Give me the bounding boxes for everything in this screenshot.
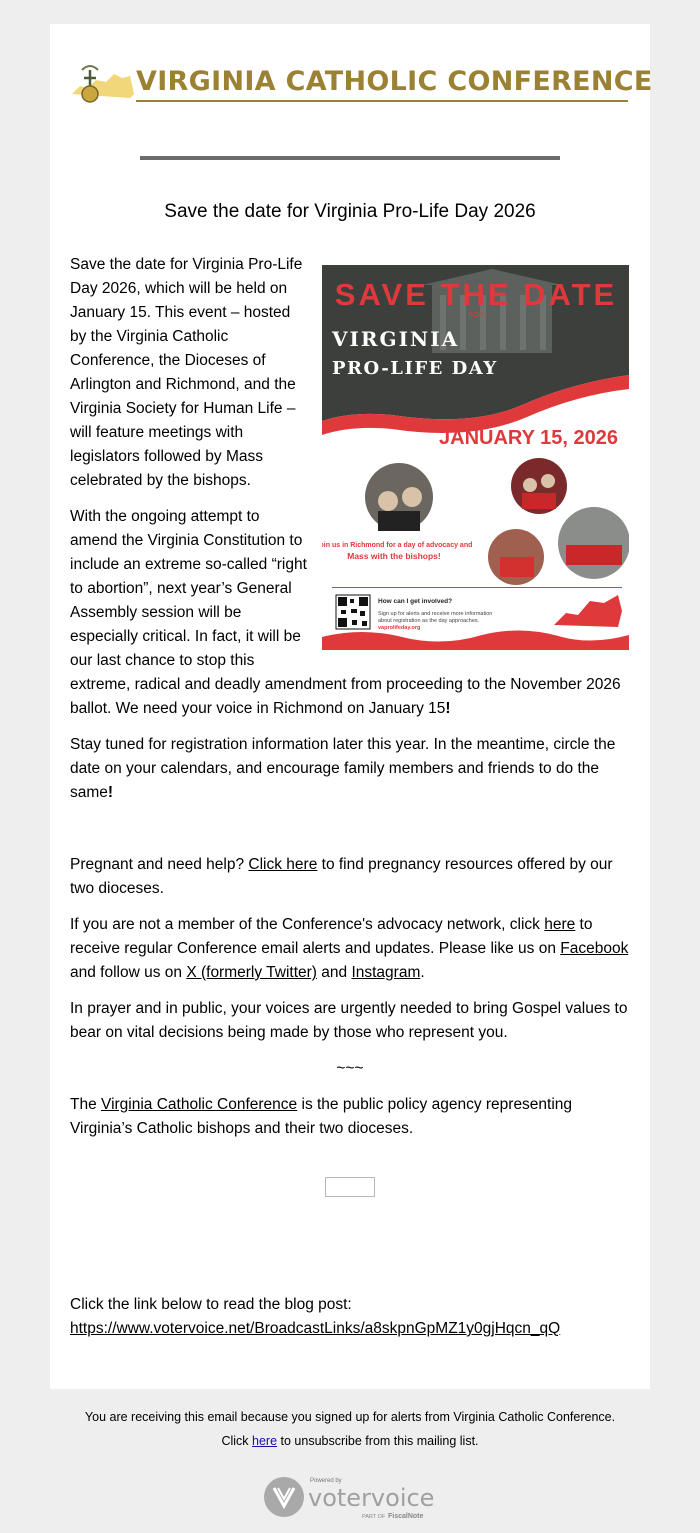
- pregnancy-resources-link[interactable]: Click here: [248, 856, 318, 873]
- blog-post-link[interactable]: https://www.votervoice.net/BroadcastLinks/a8skpnGpMZ1y0gjHqcn_qQ: [70, 1320, 561, 1337]
- part-of-label: PART OF: [362, 1514, 386, 1520]
- flyer-involved-1: Sign up for alerts and receive more information: [378, 611, 493, 617]
- votervoice-logo[interactable]: [264, 1474, 444, 1522]
- fiscalnote-label: FiscalNote: [388, 1513, 424, 1520]
- group-photo-2: [558, 507, 629, 579]
- x-twitter-link[interactable]: X (formerly Twitter): [186, 964, 317, 981]
- footer-subscription-note: You are receiving this email because you signed up for alerts from Virginia Catholic Conference.: [84, 1410, 616, 1424]
- flyer-involved-url: vaprolifeday.org: [378, 625, 421, 631]
- paragraph-stay-tuned: Stay tuned for registration information later this year. In the meantime, circle the date on your calendars, and encourage family members and friends to do the same!: [70, 736, 616, 801]
- flyer-virginia: VIRGINIA: [332, 327, 460, 351]
- logo-underline: [136, 100, 628, 102]
- separator-tildes: ~~~: [336, 1060, 364, 1077]
- email-body: [70, 253, 630, 1341]
- flyer-pro-life-day: PRO-LIFE DAY: [332, 358, 498, 379]
- paragraph-prayer: In prayer and in public, your voices are urgently needed to bring Gospel values to bear on vital decisions being made by those who represent you.: [70, 1000, 628, 1041]
- paragraph-about-vcc: The Virginia Catholic Conference is the public policy agency representing Virginia’s Catholic bishops and their two dioceses.: [70, 1096, 573, 1137]
- paragraph-amendment: With the ongoing attempt to amend the Virginia Constitution to include an extreme so-called “right to abortion”, next year’s General Assembly session will be especially critical. In fact, it will be our last chance to stop this extreme, radical and deadly amendment from proceeding to the November 2026 ballot. We need your voice in Richmond on January 15!: [70, 508, 621, 717]
- flyer-invite-2: Mass with the bishops!: [347, 551, 441, 561]
- vcc-logo: [70, 60, 653, 106]
- email-footer: [0, 1405, 700, 1453]
- logo-text: VIRGINIA CATHOLIC CONFERENCE: [136, 66, 653, 97]
- blog-label: Click the link below to read the blog post:: [70, 1296, 352, 1313]
- unsubscribe-link[interactable]: here: [252, 1434, 278, 1448]
- flyer-for: FOR: [468, 312, 484, 319]
- instagram-link[interactable]: Instagram: [351, 964, 421, 981]
- paragraph-intro: Save the date for Virginia Pro-Life Day 2026, which will be held on January 15. This event – hosted by the Virginia Catholic Conference, the Dioceses of Arlington and Richmond, and the Virginia Society for Human Life – will feature meetings with legislators followed by Mass celebrated by the bishops.: [70, 256, 303, 489]
- flyer-graphic: [322, 265, 629, 650]
- paragraph-pregnancy-help: Pregnant and need help? Click here to find pregnancy resources offered by our two dioceses.: [70, 856, 613, 897]
- email-card: [50, 24, 653, 1389]
- divider-rule: [140, 156, 560, 160]
- page-title: Save the date for Virginia Pro-Life Day 2026: [164, 201, 536, 222]
- votervoice-badge: [264, 1474, 444, 1522]
- flyer-date: JANUARY 15, 2026: [439, 427, 618, 449]
- virginia-state-icon: [70, 60, 136, 106]
- pro-life-day-flyer[interactable]: [322, 265, 629, 650]
- footer-unsubscribe: Click here to unsubscribe from this mailing list.: [221, 1434, 479, 1448]
- signup-here-link[interactable]: here: [544, 916, 576, 933]
- qr-code-icon: [336, 595, 370, 629]
- vcc-website-link[interactable]: Virginia Catholic Conference: [101, 1096, 298, 1113]
- flyer-involved-2: about registration as the day approaches.: [378, 618, 480, 624]
- votervoice-brand: votervoice: [308, 1484, 435, 1512]
- flyer-invite-1: Join us in Richmond for a day of advocacy and: [322, 542, 473, 549]
- flyer-involved-title: How can I get involved?: [378, 598, 453, 605]
- powered-by-label: Powered by: [310, 1478, 342, 1484]
- broken-image-placeholder: [325, 1177, 375, 1197]
- flyer-save-the-date: SAVE THE DATE: [334, 277, 618, 312]
- facebook-link[interactable]: Facebook: [560, 940, 629, 957]
- paragraph-advocacy: If you are not a member of the Conference's advocacy network, click here to receive regular Conference email alerts and updates. Please like us on Facebook and follow us on X (formerly Twitter) and Instagram.: [70, 916, 629, 981]
